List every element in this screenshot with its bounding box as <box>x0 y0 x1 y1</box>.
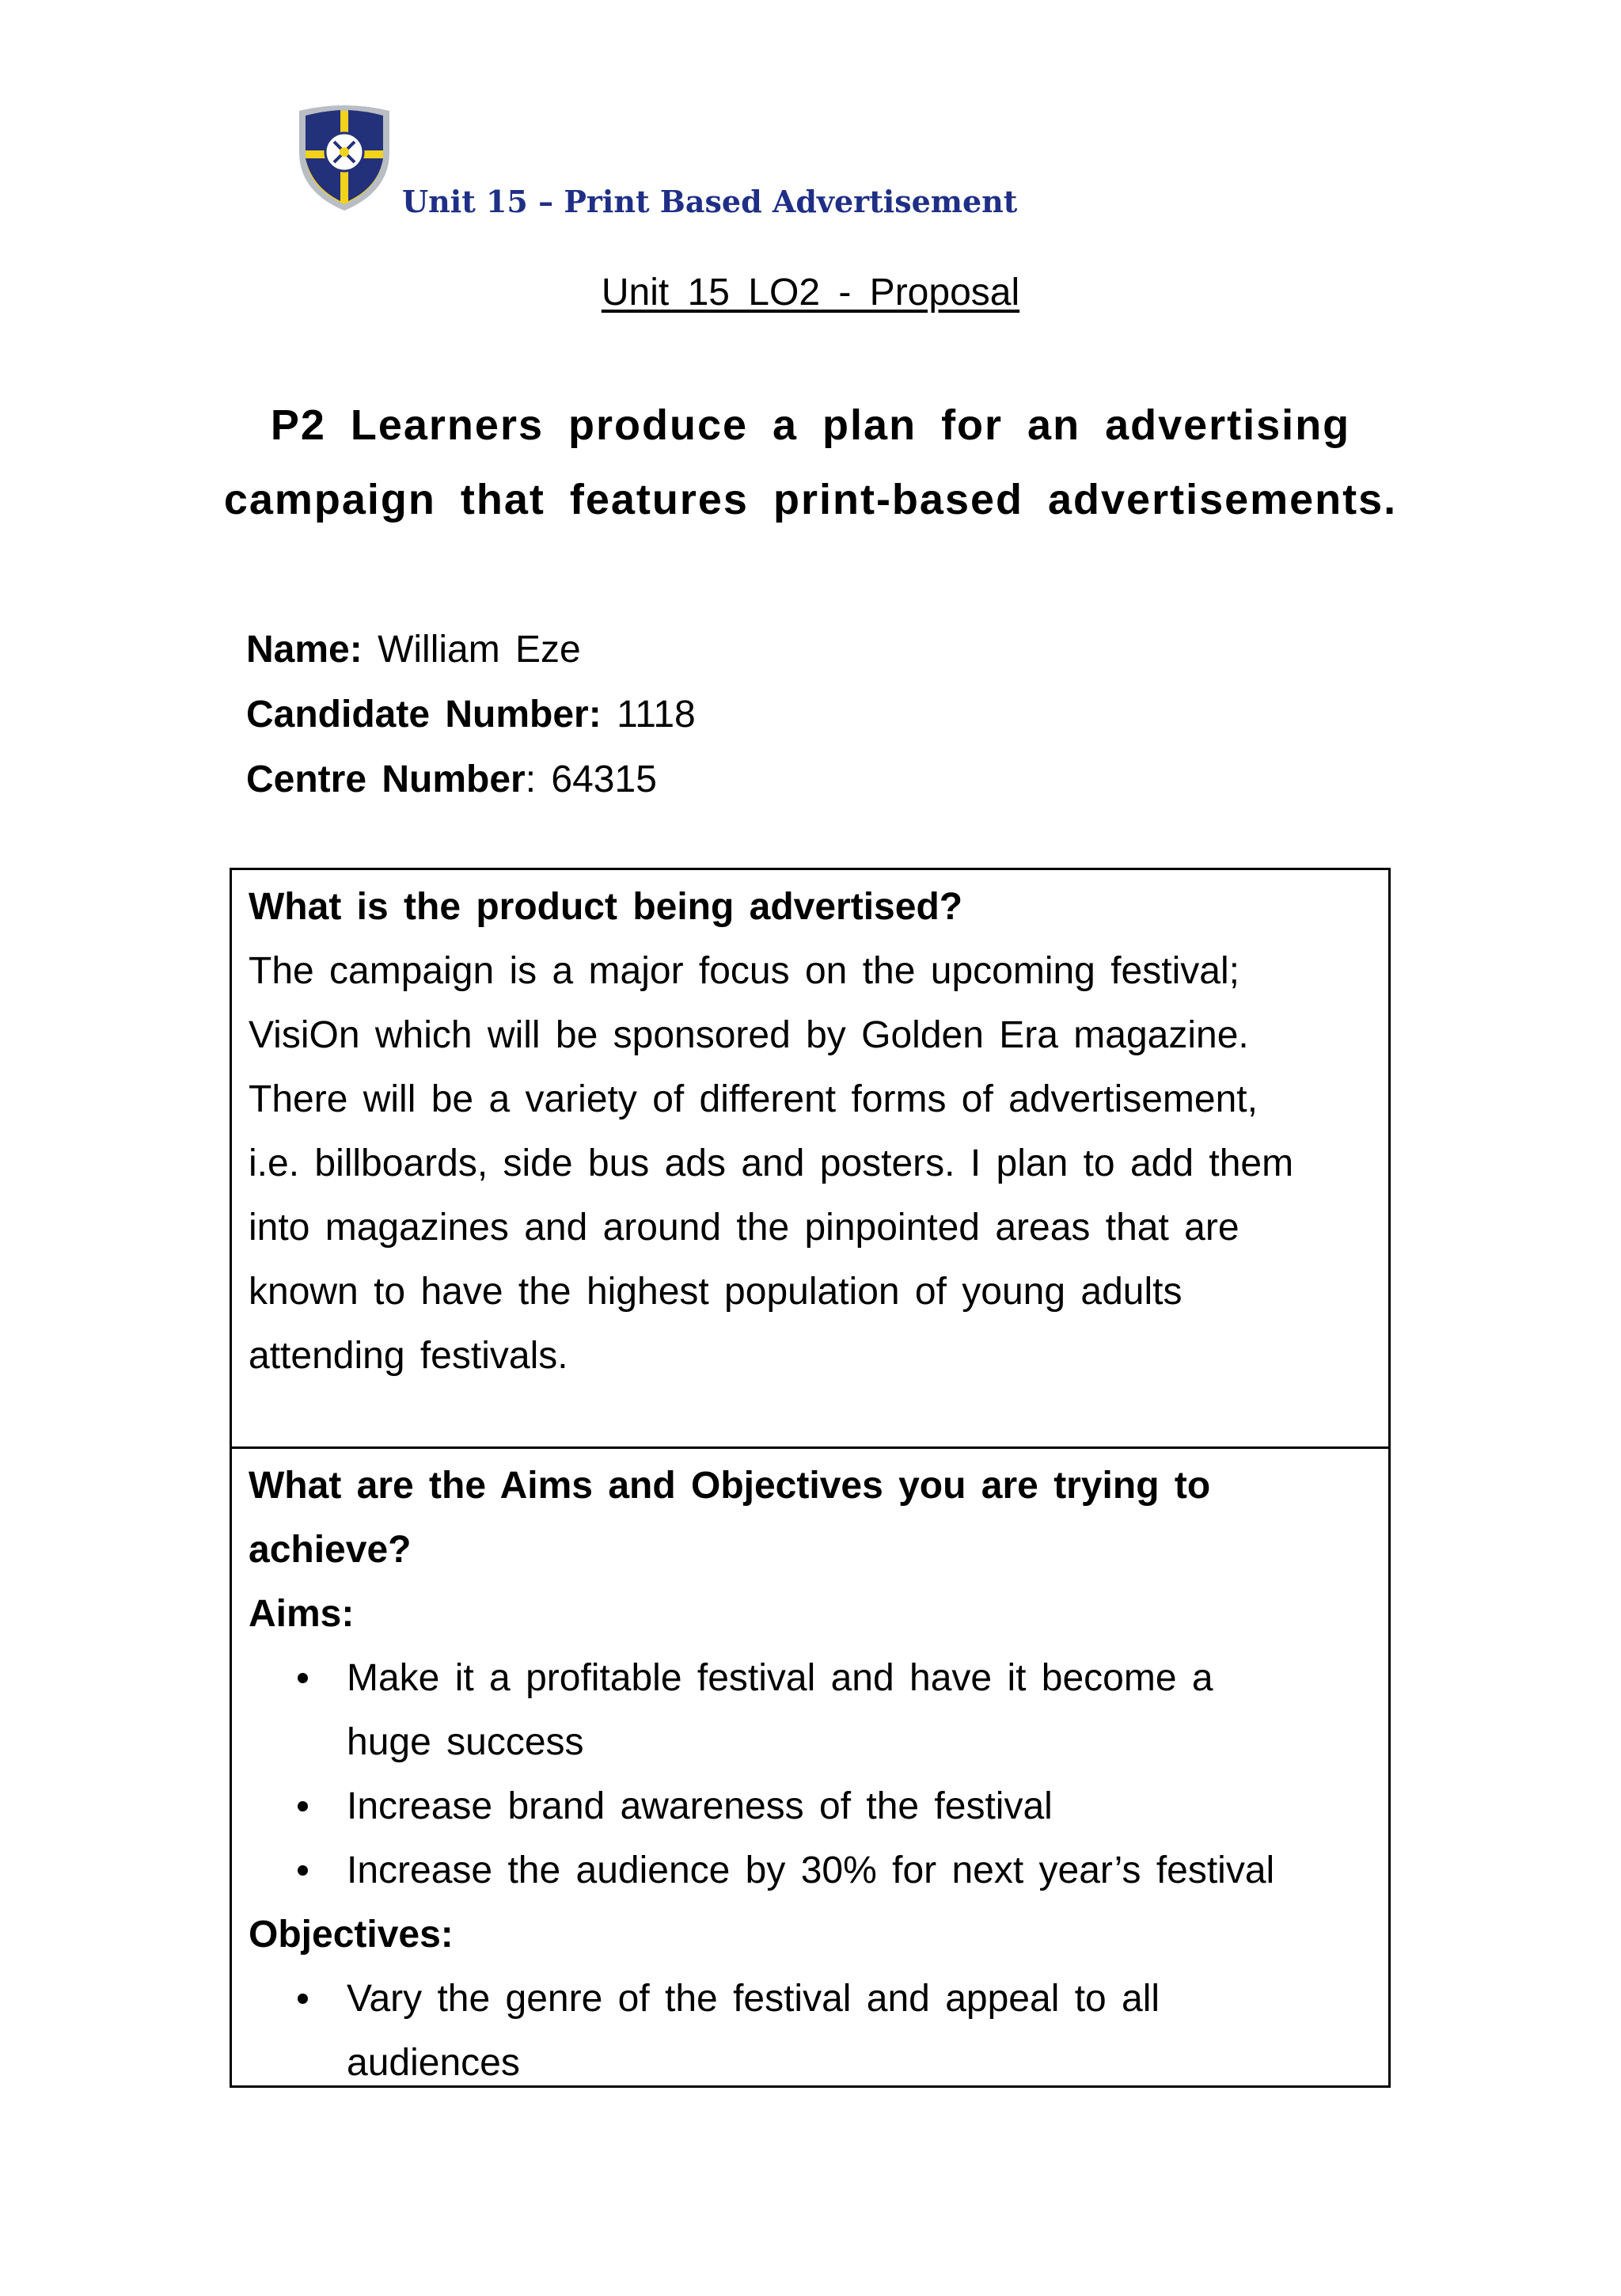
objectives-label: Objectives: <box>249 1914 454 1956</box>
aim-text-line: Increase the audience by 30% for next year’s festival <box>347 1849 1275 1891</box>
product-question: What is the product being advertised? <box>249 886 963 928</box>
aims-objectives-cell <box>232 1449 1388 2085</box>
name-row <box>246 618 696 682</box>
product-answer-line: VisiOn which will be sponsored by Golden Era magazine. <box>249 1014 1249 1056</box>
unit-header-title: Unit 15 – Print Based Advertisement <box>402 184 1018 219</box>
candidate-number-row <box>246 682 696 747</box>
product-answer-line: into magazines and around the pinpointed areas that are <box>249 1207 1239 1249</box>
proposal-table <box>230 868 1391 2088</box>
list-item <box>249 1646 1369 1774</box>
aims-label: Aims: <box>249 1593 355 1635</box>
objective-text-line: Vary the genre of the festival and appeal to all <box>347 1978 1160 2020</box>
list-item <box>249 1838 1369 1903</box>
product-answer-line: known to have the highest population of young adults <box>249 1271 1183 1313</box>
bullet-icon <box>298 1673 308 1683</box>
product-cell <box>232 870 1388 1449</box>
centre-number-label: Centre Number <box>246 758 526 800</box>
product-answer-line: The campaign is a major focus on the upcoming festival; <box>249 950 1239 992</box>
aims-list <box>249 1646 1369 1903</box>
aim-text-line: huge success <box>347 1721 584 1763</box>
candidate-details <box>246 618 696 812</box>
objective-text-line: audiences <box>347 2042 520 2084</box>
product-answer-line: attending festivals. <box>249 1335 568 1377</box>
name-value: William Eze <box>378 629 581 671</box>
centre-number-value: : 64315 <box>525 758 657 800</box>
candidate-number-label: Candidate Number: <box>246 694 602 736</box>
aim-text-line: Make it a profitable festival and have it become a <box>347 1657 1213 1699</box>
product-answer-line: i.e. billboards, side bus ads and posters. I plan to add them <box>249 1142 1294 1184</box>
bullet-icon <box>298 1994 308 2004</box>
list-item <box>249 1967 1369 2095</box>
objectives-list <box>249 1967 1369 2095</box>
name-label: Name: <box>246 629 363 671</box>
bullet-icon <box>298 1801 308 1811</box>
page-title: Unit 15 LO2 - Proposal <box>601 272 1020 314</box>
aim-text-line: Increase brand awareness of the festival <box>347 1785 1053 1827</box>
product-answer-line: There will be a variety of different forms of advertisement, <box>249 1078 1258 1120</box>
aims-objectives-question-line-2: achieve? <box>249 1529 412 1571</box>
school-crest-icon <box>293 103 396 214</box>
task-heading-line-1: P2 Learners produce a plan for an advertising <box>270 401 1351 449</box>
bullet-icon <box>298 1865 308 1876</box>
task-heading-line-2: campaign that features print-based advertisements. <box>223 476 1398 523</box>
centre-number-row <box>246 747 696 812</box>
list-item <box>249 1774 1369 1838</box>
candidate-number-value: 1118 <box>617 694 696 736</box>
aims-objectives-question-line-1: What are the Aims and Objectives you are trying to <box>249 1465 1211 1507</box>
